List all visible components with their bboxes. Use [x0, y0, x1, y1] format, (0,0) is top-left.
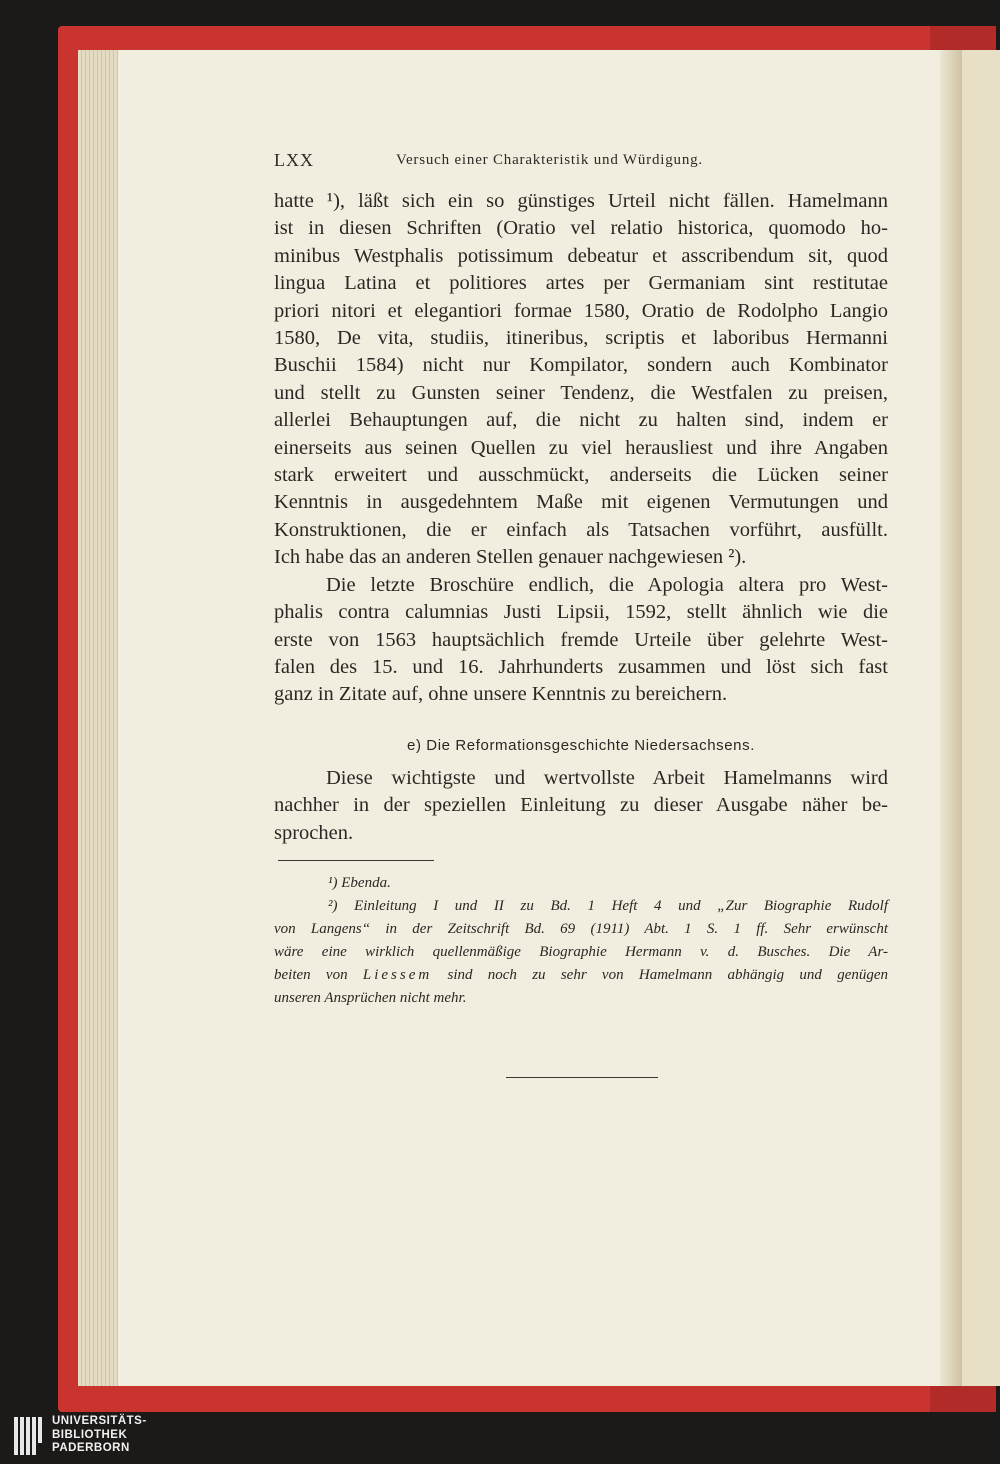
- text-line: stark erweitert und ausschmückt, anderseits die Lücken seiner: [274, 464, 888, 487]
- text-line: allerlei Behauptungen auf, die nicht zu halten sind, indem er: [274, 409, 888, 432]
- text-line: Die letzte Broschüre endlich, die Apologia altera pro West-: [326, 573, 888, 596]
- footnote-line: von Langens“ in der Zeitschrift Bd. 69 (1911) Abt. 1 S. 1 ff. Sehr erwünscht: [274, 921, 888, 937]
- facing-page-edge: [962, 50, 1000, 1386]
- footnote-text: sind noch zu sehr von Hamelmann abhängig und genügen: [432, 967, 889, 983]
- text-line: und stellt zu Gunsten seiner Tendenz, die Westfalen zu preisen,: [274, 381, 888, 404]
- text-line: erste von 1563 hauptsächlich fremde Urteile über gelehrte West-: [274, 628, 888, 651]
- logo-line: UNIVERSITÄTS-: [52, 1415, 147, 1427]
- text-line: Ich habe das an anderen Stellen genauer nachgewiesen ²).: [274, 546, 747, 569]
- footnote-text: beiten von: [274, 967, 363, 983]
- text-line: minibus Westphalis potissimum debeatur et asscribendum sit, quod: [274, 244, 888, 267]
- running-title: Versuch einer Charakteristik und Würdigung.: [396, 152, 703, 168]
- footnotes: [274, 872, 888, 1010]
- logo-line: PADERBORN: [52, 1442, 130, 1454]
- text-line: sprochen.: [274, 821, 354, 844]
- text-line: nachher in der speziellen Einleitung zu dieser Ausgabe näher be-: [274, 794, 888, 817]
- text-line: lingua Latina et politiores artes per Germaniam sint restitutae: [274, 272, 888, 295]
- footnote-1: ¹) Ebenda.: [328, 875, 391, 891]
- footnote-line: ²) Einleitung I und II zu Bd. 1 Heft 4 und „Zur Biographie Rudolf: [328, 898, 888, 914]
- footnote-line: wäre eine wirklich quellenmäßige Biographie Hermann v. d. Busches. Die Ar-: [274, 944, 888, 960]
- text-line: Konstruktionen, die er einfach als Tatsachen vorführt, ausfüllt.: [274, 518, 888, 541]
- footnote-line: [274, 964, 888, 987]
- text-line: Buschii 1584) nicht nur Kompilator, sondern auch Kombinator: [274, 354, 888, 377]
- footnote-rule: [278, 860, 434, 861]
- section-heading: e) Die Reformationsgeschichte Niedersachsens.: [407, 737, 755, 754]
- text-line: ist in diesen Schriften (Oratio vel relatio historica, quomodo ho-: [274, 217, 888, 240]
- library-logo: [14, 1415, 214, 1459]
- text-line: Kenntnis in ausgedehntem Maße mit eigenen Vermutungen und: [274, 491, 888, 514]
- text-line: ganz in Zitate auf, ohne unsere Kenntnis zu bereichern.: [274, 683, 728, 706]
- logo-text: [52, 1415, 147, 1456]
- text-line: falen des 15. und 16. Jahrhunderts zusammen und löst sich fast: [274, 655, 888, 678]
- page-number: LXX: [274, 150, 314, 170]
- section-text: [274, 765, 888, 847]
- text-line: priori nitori et elegantiori formae 1580, Oratio de Rodolpho Langio: [274, 299, 888, 322]
- footnote-line: unseren Ansprüchen nicht mehr.: [274, 990, 467, 1006]
- end-rule: [506, 1077, 658, 1078]
- text-line: Diese wichtigste und wertvollste Arbeit Hamelmanns wird: [326, 767, 888, 789]
- text-line: 1580, De vita, studiis, itineribus, scriptis et laboribus Hermanni: [274, 327, 888, 350]
- text-line: einerseits aus seinen Quellen zu viel herausliest und ihre Angaben: [274, 436, 888, 459]
- footnote-spaced-name: Liessem: [362, 967, 433, 983]
- body-text: [274, 188, 888, 709]
- logo-bars-icon: [14, 1417, 48, 1455]
- logo-line: BIBLIOTHEK: [52, 1428, 128, 1441]
- gutter-shadow: [940, 50, 964, 1386]
- text-line: hatte ¹), läßt sich ein so günstiges Urteil nicht fällen. Hamelmann: [274, 190, 888, 212]
- text-line: phalis contra calumnias Justi Lipsii, 1592, stellt ähnlich wie die: [274, 601, 888, 624]
